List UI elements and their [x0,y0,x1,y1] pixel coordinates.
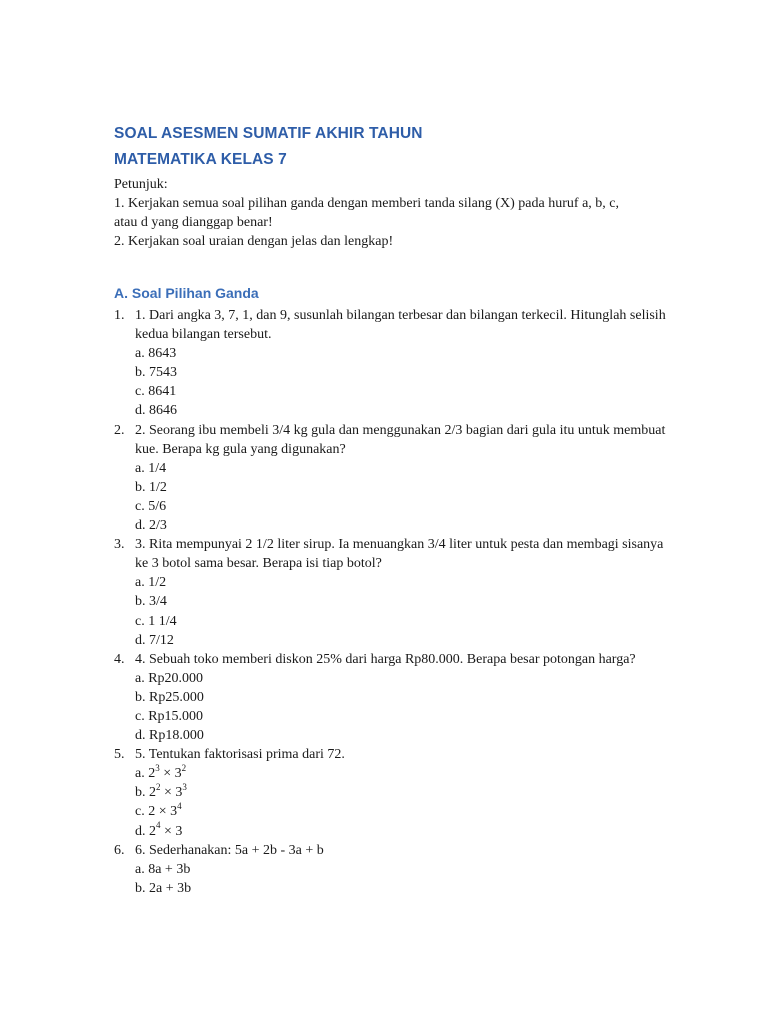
answer-option: b. 3/4 [135,594,167,610]
answer-option: c. 1 1/4 [135,613,177,629]
question-item [114,841,674,898]
document-title: SOAL ASESMEN SUMATIF AKHIR TAHUN [114,125,423,142]
answer-option: a. 1/4 [135,460,167,476]
answer-option: b. $2^2 \times 3^3$ [135,781,187,801]
answer-option: d. 7/12 [135,632,174,648]
answer-option: d. 2/3 [135,518,167,534]
answer-option: b. Rp25.000 [135,689,204,705]
question-text: 4. Sebuah toko memberi diskon 25% dari harga Rp80.000. Berapa besar potongan harga? [135,651,636,667]
section-heading-multiple-choice: A. Soal Pilihan Ganda [114,285,259,301]
answer-option: c. $2 \times 3^4$ [135,800,182,820]
question-text: 6. Sederhanakan: 5a + 2b - 3a + b [135,842,324,858]
question-text: 3. Rita mempunyai 2 1/2 liter sirup. Ia menuangkan 3/4 liter untuk pesta dan membagi sisanya ke 3 botol sama besar. Berapa isi tiap botol? [135,537,664,572]
instructions-heading: Petunjuk: [114,177,168,192]
question-item [114,535,674,650]
question-item [114,306,674,421]
answer-option: b. 7543 [135,365,177,381]
question-text: 5. Tentukan faktorisasi prima dari 72. [135,747,345,763]
answer-option: a. 1/2 [135,575,167,591]
question-number: 1. [114,308,125,323]
answer-option: d. 8646 [135,403,177,419]
question-item [114,421,674,536]
question-number: 3. [114,537,125,553]
question-number: 2. [114,422,125,438]
answer-option: c. 5/6 [135,498,167,514]
answer-option: b. 2a + 3b [135,880,192,896]
answer-option: a. 8643 [135,346,177,362]
question-list [114,306,674,898]
answer-option: d. $2^4 \times 3$ [135,819,183,839]
question-number: 6. [114,842,125,858]
answer-option: a. $2^3 \times 3^2$ [135,762,187,782]
question-text: 2. Seorang ibu membeli 3/4 kg gula dan menggunakan 2/3 bagian dari gula itu untuk membuat kue. Berapa kg gula yang digunakan? [135,422,666,457]
instruction-line: 1. Kerjakan semua soal pilihan ganda dengan memberi tanda silang (X) pada huruf a, b, c, [114,196,619,211]
answer-option: a. Rp20.000 [135,670,204,686]
question-item [114,650,674,745]
question-item [114,745,674,840]
answer-option: c. Rp15.000 [135,708,204,724]
document-subtitle: MATEMATIKA KELAS 7 [114,151,287,168]
answer-option: d. Rp18.000 [135,728,204,744]
answer-option: a. 8a + 3b [135,861,191,877]
question-text: 1. Dari angka 3, 7, 1, dan 9, susunlah bilangan terbesar dan bilangan terkecil. Hitunglah selisih kedua bilangan tersebut. [135,308,666,343]
answer-option: b. 1/2 [135,479,167,495]
instruction-line: 2. Kerjakan soal uraian dengan jelas dan lengkap! [114,234,394,249]
instruction-line: atau d yang dianggap benar! [114,215,273,230]
question-number: 4. [114,651,125,667]
question-number: 5. [114,747,125,763]
answer-option: c. 8641 [135,384,177,400]
instructions-block [114,175,674,251]
